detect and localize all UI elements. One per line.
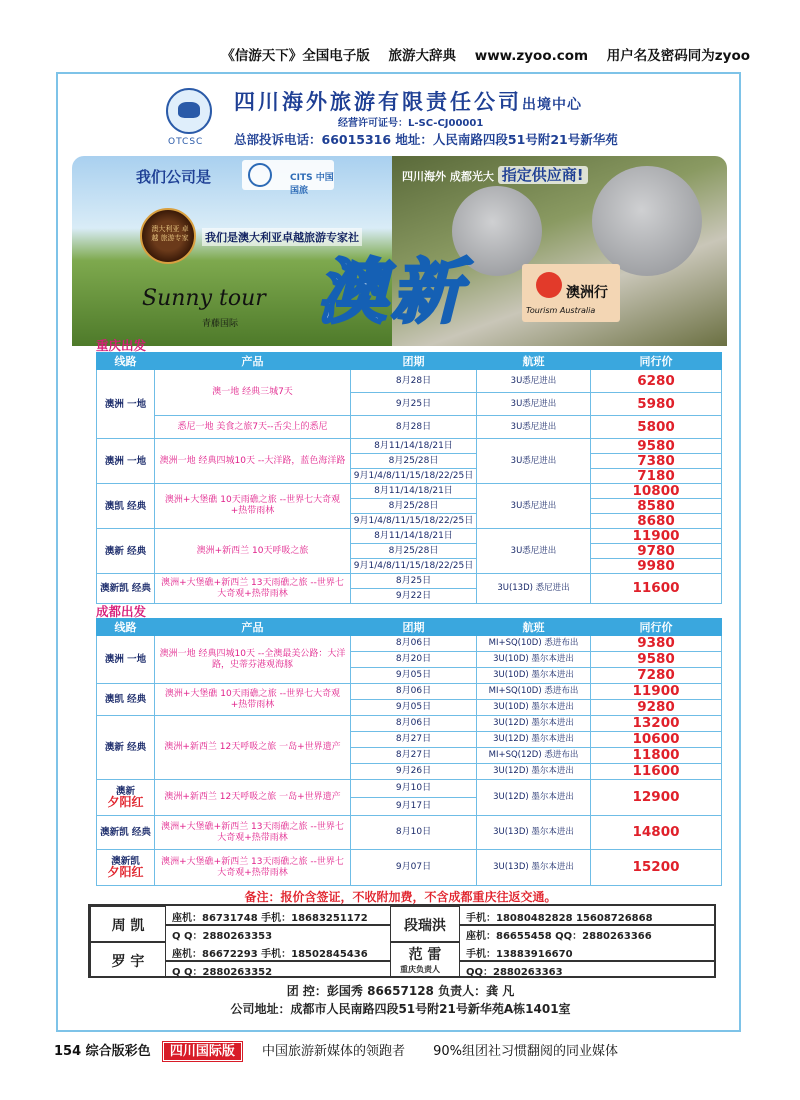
- table-row: [97, 529, 722, 544]
- price-cell: 13200: [591, 716, 722, 732]
- flight-cell: 3U(12D) 墨尔本进出: [477, 716, 591, 732]
- date-cell: 8月11/14/18/21日: [351, 529, 477, 544]
- date-cell: 8月06日: [351, 716, 477, 732]
- edition-badge: 四川国际版: [163, 1042, 242, 1061]
- price-cell: 14800: [591, 816, 722, 850]
- kangaroo-icon: [536, 272, 562, 298]
- route-cell: 澳新凯 经典: [97, 574, 155, 604]
- price-cell: 8680: [591, 514, 722, 529]
- header-product: 产品: [155, 619, 351, 636]
- flight-cell: 3U悉尼进出: [477, 484, 591, 529]
- flight-cell: 3U悉尼进出: [477, 439, 591, 484]
- date-cell: 8月28日: [351, 416, 477, 439]
- table-row: [97, 439, 722, 454]
- date-cell: 8月25日: [351, 574, 477, 589]
- table-row: [97, 684, 722, 700]
- contact-name: 段瑞洪: [404, 918, 446, 934]
- ad-frame: [56, 72, 741, 1032]
- price-cell: 5800: [591, 416, 722, 439]
- flight-cell: 3U(10D) 墨尔本进出: [477, 652, 591, 668]
- date-cell: 8月25/28日: [351, 454, 477, 469]
- price-cell: 9980: [591, 559, 722, 574]
- site-link[interactable]: www.zyoo.com: [474, 48, 589, 64]
- table-row: [97, 370, 722, 393]
- route-cell: 澳新 经典: [97, 716, 155, 780]
- date-cell: 9月05日: [351, 700, 477, 716]
- route-cell: 澳洲 一地: [97, 370, 155, 439]
- product-cell: 澳洲+大堡礁+新西兰 13天雨礁之旅 --世界七大奇观+热带雨林: [155, 816, 351, 850]
- page-number: 154 综合版彩色: [54, 1044, 151, 1059]
- date-cell: 8月27日: [351, 732, 477, 748]
- price-cell: 9580: [591, 439, 722, 454]
- route-cell: 澳洲 一地: [97, 439, 155, 484]
- bottom-bar: [54, 1040, 754, 1060]
- header-route: 线路: [97, 353, 155, 370]
- table-row: [97, 574, 722, 589]
- header-flight: 航班: [477, 353, 591, 370]
- route-cell: 澳凯 经典: [97, 484, 155, 529]
- product-cell: 澳洲+新西兰 10天呼吸之旅: [155, 529, 351, 574]
- price-cell: 8580: [591, 499, 722, 514]
- magazine-title: 《信游天下》全国电子版: [221, 48, 370, 64]
- table-row: [97, 816, 722, 850]
- contact-qq: Q Q：2880263352: [172, 967, 273, 978]
- expert-slogan: 我们是澳大利亚卓越旅游专家社: [202, 228, 362, 246]
- header-date: 团期: [351, 353, 477, 370]
- flight-cell: 3U(12D) 墨尔本进出: [477, 732, 591, 748]
- route-cell: 澳新 夕阳红: [97, 780, 155, 816]
- banner-image: [72, 156, 727, 346]
- contact-phone: 座机：86655458 QQ：2880263366: [466, 931, 652, 942]
- flight-cell: 3U(13D) 悉尼进出: [477, 574, 591, 604]
- product-cell: 澳洲一地 经典四城10天 --大洋路，蓝色海洋路: [155, 439, 351, 484]
- price-cell: 9580: [591, 652, 722, 668]
- cits-logo: CITS 中国国旅: [242, 160, 334, 190]
- date-cell: 8月28日: [351, 370, 477, 393]
- date-cell: 9月05日: [351, 668, 477, 684]
- license-number: 经营许可证号：L-SC-CJ00001: [338, 118, 484, 129]
- date-cell: 8月20日: [351, 652, 477, 668]
- date-cell: 9月25日: [351, 393, 477, 416]
- date-cell: 9月1/4/8/11/15/18/22/25日: [351, 559, 477, 574]
- flight-cell: 3U悉尼进出: [477, 370, 591, 393]
- flight-cell: 3U(13D) 墨尔本进出: [477, 816, 591, 850]
- product-cell: 澳洲+新西兰 12天呼吸之旅 一岛+世界遗产: [155, 716, 351, 780]
- product-cell: 悉尼一地 美食之旅7天--舌尖上的悉尼: [155, 416, 351, 439]
- header-price: 同行价: [591, 353, 722, 370]
- header-flight: 航班: [477, 619, 591, 636]
- chengdu-section-title: 成都出发: [96, 604, 147, 619]
- slogan: 90%组团社习惯翻阅的同业媒体: [433, 1044, 619, 1059]
- login-hint: 用户名及密码同为zyoo: [606, 48, 750, 64]
- date-cell: 9月1/4/8/11/15/18/22/25日: [351, 469, 477, 484]
- chongqing-section-title: 重庆出发: [96, 338, 147, 353]
- dictionary-label: 旅游大辞典: [388, 48, 457, 64]
- flight-cell: 3U(13D) 墨尔本进出: [477, 850, 591, 886]
- product-cell: 澳洲+大堡礁+新西兰 13天雨礁之旅 --世界七大奇观+热带雨林: [155, 850, 351, 886]
- contact-role: 重庆负责人: [400, 965, 440, 974]
- contact-mobile: 手机：13883916670: [466, 949, 573, 960]
- date-cell: 9月26日: [351, 764, 477, 780]
- table-row: [97, 780, 722, 798]
- flight-cell: 3U悉尼进出: [477, 393, 591, 416]
- price-cell: 11900: [591, 684, 722, 700]
- date-cell: 9月17日: [351, 798, 477, 816]
- flight-cell: MI+SQ(12D) 悉进布出: [477, 748, 591, 764]
- supplier-label: 四川海外 成都光大 指定供应商!: [402, 164, 588, 185]
- globe-icon: [248, 163, 272, 187]
- product-cell: 澳洲一地 经典四城10天 --全澳最美公路：大洋路，史蒂芬港观海豚: [155, 636, 351, 684]
- price-cell: 9780: [591, 544, 722, 559]
- price-cell: 11600: [591, 764, 722, 780]
- contact-mobile: 手机：18080482828 15608726868: [466, 913, 653, 924]
- contact-phone: 座机：86731748 手机：18683251172: [172, 913, 368, 924]
- slogan: 中国旅游新媒体的领跑者: [261, 1044, 405, 1059]
- route-cell: 澳新凯 夕阳红: [97, 850, 155, 886]
- remarks-note: 备注：报价含签证，不收附加费，不含成都重庆往返交通。: [244, 890, 557, 904]
- contact-panel: [88, 904, 716, 978]
- flight-cell: 3U悉尼进出: [477, 529, 591, 574]
- date-cell: 9月07日: [351, 850, 477, 886]
- date-cell: 8月11/14/18/21日: [351, 484, 477, 499]
- tourism-australia-logo: 澳洲行 Tourism Australia: [522, 264, 620, 322]
- expert-medal: 澳大利亚 卓越 旅游专家: [140, 208, 196, 264]
- date-cell: 8月11/14/18/21日: [351, 439, 477, 454]
- company-name: 四川海外旅游有限责任公司出境中心: [234, 90, 582, 114]
- table-row: [97, 416, 722, 439]
- price-cell: 15200: [591, 850, 722, 886]
- sunny-tour-logo: Sunny tour: [142, 286, 266, 311]
- price-cell: 7280: [591, 668, 722, 684]
- company-logo-icon: [166, 88, 212, 134]
- product-cell: 澳洲+大堡礁 10天雨礁之旅 --世界七大奇观+热带雨林: [155, 684, 351, 716]
- date-cell: 8月06日: [351, 636, 477, 652]
- price-cell: 10800: [591, 484, 722, 499]
- flight-cell: 3U(10D) 墨尔本进出: [477, 668, 591, 684]
- price-cell: 11600: [591, 574, 722, 604]
- price-cell: 11900: [591, 529, 722, 544]
- price-cell: 11800: [591, 748, 722, 764]
- company-header: [58, 74, 743, 154]
- chengdu-price-table: [96, 618, 722, 886]
- contact-name: 罗 宇: [111, 954, 145, 970]
- price-cell: 9280: [591, 700, 722, 716]
- product-cell: 澳洲+大堡礁 10天雨礁之旅 --世界七大奇观+热带雨林: [155, 484, 351, 529]
- flight-cell: MI+SQ(10D) 悉进布出: [477, 684, 591, 700]
- table-row: [97, 636, 722, 652]
- date-cell: 8月27日: [351, 748, 477, 764]
- header-route: 线路: [97, 619, 155, 636]
- flight-cell: 3U(10D) 墨尔本进出: [477, 700, 591, 716]
- date-cell: 8月06日: [351, 684, 477, 700]
- division-label: 出境中心: [522, 97, 582, 113]
- contact-qq: Q Q：2880263353: [172, 931, 273, 942]
- route-cell: 澳新凯 经典: [97, 816, 155, 850]
- header-product: 产品: [155, 353, 351, 370]
- price-cell: 10600: [591, 732, 722, 748]
- chongqing-price-table: [96, 352, 722, 604]
- table-row: [97, 484, 722, 499]
- product-cell: 澳一地 经典三城7天: [155, 370, 351, 416]
- our-company-label: 我们公司是: [136, 168, 212, 186]
- flight-cell: MI+SQ(10D) 悉进布出: [477, 636, 591, 652]
- route-cell: 澳新 经典: [97, 529, 155, 574]
- price-cell: 7380: [591, 454, 722, 469]
- header-price: 同行价: [591, 619, 722, 636]
- table-row: [97, 716, 722, 732]
- tour-control-line: 团 控：彭国秀 86657128 负责人：龚 凡: [286, 984, 515, 998]
- price-cell: 9380: [591, 636, 722, 652]
- price-cell: 7180: [591, 469, 722, 484]
- sunny-tour-subtitle: 青藤国际: [202, 319, 239, 329]
- contact-qq: QQ：2880263363: [466, 967, 563, 978]
- price-cell: 6280: [591, 370, 722, 393]
- flight-cell: 3U(12D) 墨尔本进出: [477, 780, 591, 816]
- price-cell: 12900: [591, 780, 722, 816]
- product-cell: 澳洲+新西兰 12天呼吸之旅 一岛+世界遗产: [155, 780, 351, 816]
- contact-name: 范 雷: [408, 947, 442, 963]
- date-cell: 9月1/4/8/11/15/18/22/25日: [351, 514, 477, 529]
- big-title: 澳新: [317, 251, 465, 333]
- route-cell: 澳凯 经典: [97, 684, 155, 716]
- header-date: 团期: [351, 619, 477, 636]
- table-row: [97, 850, 722, 886]
- price-cell: 5980: [591, 393, 722, 416]
- hotline: 总部投诉电话：66015316 地址：人民南路四段51号附21号新华苑: [234, 132, 618, 147]
- product-cell: 澳洲+大堡礁+新西兰 13天雨礁之旅 --世界七大奇观+热带雨林: [155, 574, 351, 604]
- contact-phone: 座机：86672293 手机：18502845436: [172, 949, 368, 960]
- route-cell: 澳洲 一地: [97, 636, 155, 684]
- date-cell: 9月22日: [351, 589, 477, 604]
- date-cell: 8月25/28日: [351, 499, 477, 514]
- logo-text: OTCSC: [168, 137, 204, 147]
- top-bar: [0, 44, 800, 66]
- date-cell: 8月25/28日: [351, 544, 477, 559]
- contact-name: 周 凯: [111, 918, 145, 934]
- company-address: 公司地址：成都市人民南路四段51号附21号新华苑A栋1401室: [230, 1002, 571, 1016]
- date-cell: 8月10日: [351, 816, 477, 850]
- flight-cell: 3U(12D) 墨尔本进出: [477, 764, 591, 780]
- date-cell: 9月10日: [351, 780, 477, 798]
- flight-cell: 3U悉尼进出: [477, 416, 591, 439]
